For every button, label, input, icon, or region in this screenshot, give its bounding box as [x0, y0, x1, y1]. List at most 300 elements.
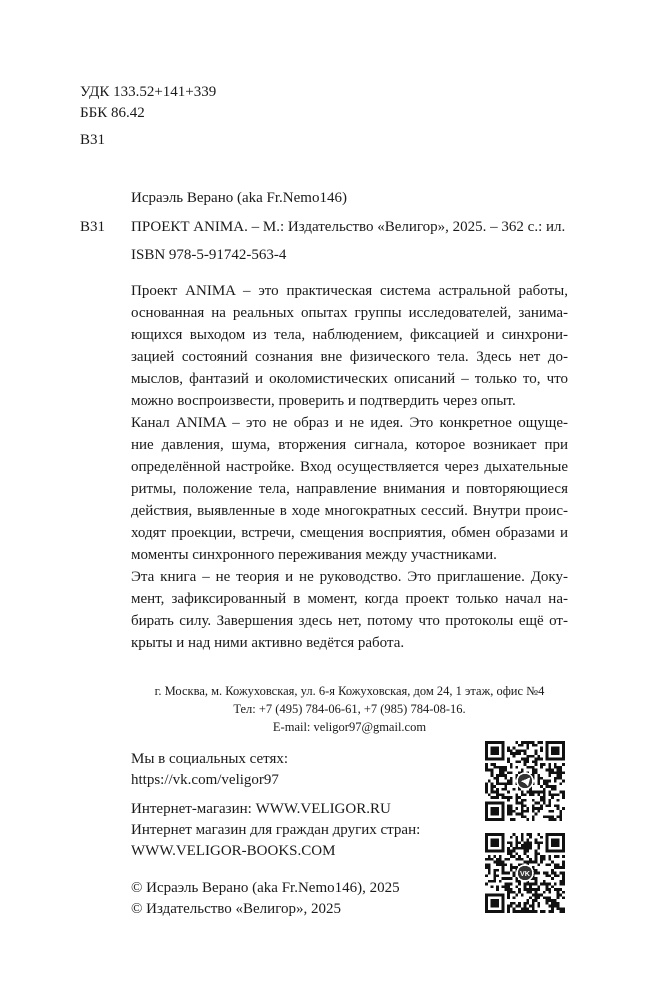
qr-module [496, 777, 499, 780]
qr-module [521, 749, 524, 752]
qr-module [504, 796, 507, 799]
qr-module [529, 888, 532, 891]
qr-module [521, 894, 524, 897]
qr-module [540, 785, 543, 788]
address-line: г. Москва, м. Кожуховская, ул. 6-я Кожуховская, дом 24, 1 этаж, офис №4 [154, 684, 545, 698]
qr-module [510, 836, 513, 839]
qr-module [485, 791, 488, 794]
qr-module [557, 902, 560, 905]
qr-module [507, 771, 510, 774]
qr-module [510, 863, 513, 866]
qr-module [548, 858, 551, 861]
qr-module [548, 766, 551, 769]
isbn: ISBN 978-5-91742-563-4 [131, 247, 287, 263]
qr-module [488, 872, 491, 875]
qr-module [557, 905, 560, 908]
copyright-author: © Исраэль Верано (aka Fr.Nemo146), 2025 [131, 880, 400, 896]
qr-module [515, 760, 518, 763]
qr-module [491, 788, 494, 791]
qr-module [543, 802, 546, 805]
qr-module [557, 888, 560, 891]
qr-module [526, 850, 529, 853]
qr-module [510, 866, 513, 869]
qr-module [510, 844, 513, 847]
qr-module [515, 836, 518, 839]
qr-module [532, 888, 535, 891]
qr-module [515, 910, 518, 913]
qr-module [524, 905, 527, 908]
qr-module [532, 815, 535, 818]
qr-module [562, 771, 565, 774]
qr-module [535, 852, 538, 855]
qr-module [554, 788, 557, 791]
qr-module [562, 874, 565, 877]
qr-module [507, 907, 510, 910]
qr-module [543, 858, 546, 861]
qr-module [548, 769, 551, 772]
qr-module [548, 818, 551, 821]
qr-module [526, 833, 529, 836]
qr-module [557, 894, 560, 897]
qr-module [535, 813, 538, 816]
qr-module [535, 855, 538, 858]
qr-module [537, 847, 540, 850]
bibliographic-entry: ПРОЕКТ ANIMA. – М.: Издательство «Велигор», 2025. – 362 с.: ил. [131, 219, 566, 235]
qr-module [518, 752, 521, 755]
qr-module [507, 852, 510, 855]
qr-module [540, 796, 543, 799]
qr-module [551, 747, 559, 755]
qr-module [543, 883, 546, 886]
qr-module [540, 910, 543, 913]
qr-module [554, 763, 557, 766]
qr-module [557, 766, 560, 769]
qr-module [491, 771, 494, 774]
qr-module [502, 766, 505, 769]
qr-module [526, 902, 529, 905]
qr-module [521, 858, 524, 861]
qr-module [496, 863, 499, 866]
qr-module [551, 861, 554, 864]
qr-module [546, 883, 549, 886]
qr-module [526, 841, 529, 844]
qr-module [491, 858, 494, 861]
qr-module [537, 774, 540, 777]
qr-module [537, 741, 540, 744]
qr-module [491, 839, 499, 847]
qr-module [557, 896, 560, 899]
qr-module [515, 841, 518, 844]
qr-module [557, 799, 560, 802]
qr-module [554, 863, 557, 866]
annotation [131, 280, 568, 654]
qr-module [510, 796, 513, 799]
qr-module [529, 847, 532, 850]
qr-module [548, 891, 551, 894]
qr-module [502, 861, 505, 864]
qr-module [507, 758, 510, 761]
qr-module [529, 766, 532, 769]
qr-module [507, 905, 510, 908]
qr-module [548, 874, 551, 877]
qr-module [513, 818, 516, 821]
qr-module [496, 793, 499, 796]
qr-module [540, 799, 543, 802]
qr-module [515, 905, 518, 908]
qr-module [537, 807, 540, 810]
qr-module [491, 782, 494, 785]
qr-module [513, 850, 516, 853]
qr-module [496, 766, 499, 769]
qr-module [518, 855, 521, 858]
qr-module [548, 815, 551, 818]
qr-module [551, 785, 554, 788]
qr-module [540, 841, 543, 844]
qr-module [548, 810, 551, 813]
qr-module [540, 836, 543, 839]
qr-module [537, 905, 540, 908]
shop-link[interactable]: Интернет-магазин: WWW.VELIGOR.RU [131, 801, 391, 817]
qr-module [559, 791, 562, 794]
qr-module [559, 774, 562, 777]
qr-module [518, 891, 521, 894]
qr-module [559, 888, 562, 891]
qr-module [543, 796, 546, 799]
qr-module [535, 869, 538, 872]
qr-module [546, 780, 549, 783]
qr-module [515, 799, 518, 802]
qr-module [521, 799, 524, 802]
qr-module [526, 744, 529, 747]
qr-module [532, 905, 535, 908]
qr-module [540, 858, 543, 861]
annotation-line: Эта книга – не теория и не руководство. Это приглашение. Доку- [131, 569, 568, 585]
qr-module [510, 902, 513, 905]
qr-module [554, 804, 557, 807]
qr-module [535, 858, 538, 861]
qr-module [559, 769, 562, 772]
qr-module [521, 744, 524, 747]
qr-module [513, 747, 516, 750]
qr-module [526, 883, 529, 886]
qr-module [562, 910, 565, 913]
qr-module [546, 785, 549, 788]
qr-module [529, 836, 532, 839]
qr-module [521, 844, 524, 847]
qr-module [551, 769, 554, 772]
qr-module [526, 891, 529, 894]
qr-module [521, 807, 524, 810]
qr-module [502, 769, 505, 772]
qr-module [535, 769, 538, 772]
qr-module [554, 905, 557, 908]
annotation-line: бирать силу. Завершения здесь нет, потому что протоколы ещё от- [131, 613, 568, 629]
qr-module [518, 802, 521, 805]
phone-line: Тел: +7 (495) 784-06-61, +7 (985) 784-08-16. [233, 702, 466, 716]
qr-module [529, 861, 532, 864]
qr-module [562, 796, 565, 799]
qr-module [507, 782, 510, 785]
qr-module [546, 872, 549, 875]
qr-module [493, 777, 496, 780]
qr-module [554, 771, 557, 774]
qr-module [543, 782, 546, 785]
qr-module [529, 891, 532, 894]
qr-module [537, 863, 540, 866]
qr-module [496, 888, 499, 891]
foreign-shop-link[interactable]: WWW.VELIGOR-BOOKS.COM [131, 843, 336, 859]
qr-module [493, 785, 496, 788]
qr-module [502, 863, 505, 866]
qr-module [524, 749, 527, 752]
qr-module [546, 885, 549, 888]
qr-module [529, 844, 532, 847]
qr-module [521, 815, 524, 818]
qr-module [548, 910, 551, 913]
qr-module [524, 852, 527, 855]
qr-module [524, 907, 527, 910]
qr-module [493, 880, 496, 883]
qr-module [521, 804, 524, 807]
qr-module [554, 899, 557, 902]
qr-module [496, 796, 499, 799]
qr-module [529, 885, 532, 888]
qr-module [513, 755, 516, 758]
qr-module [499, 782, 502, 785]
qr-module [513, 902, 516, 905]
qr-module [510, 766, 513, 769]
qr-module [559, 777, 562, 780]
qr-module [493, 796, 496, 799]
qr-module [559, 880, 562, 883]
qr-module [554, 780, 557, 783]
qr-module [491, 885, 494, 888]
qr-module [548, 883, 551, 886]
qr-module [524, 844, 527, 847]
qr-module [557, 863, 560, 866]
qr-module [493, 791, 496, 794]
qr-module [502, 877, 505, 880]
qr-module [524, 902, 527, 905]
qr-module [507, 872, 510, 875]
qr-module [557, 874, 560, 877]
qr-module [551, 877, 554, 880]
qr-module [513, 872, 516, 875]
qr-module [513, 810, 516, 813]
qr-module [551, 905, 554, 908]
qr-module [499, 880, 502, 883]
qr-module [557, 793, 560, 796]
qr-module [515, 844, 518, 847]
qr-module [485, 883, 488, 886]
qr-module [537, 791, 540, 794]
author-code: В31 [80, 132, 106, 148]
qr-module [554, 866, 557, 869]
qr-module [548, 763, 551, 766]
qr-module [526, 741, 529, 744]
qr-module [513, 891, 516, 894]
qr-module [515, 847, 518, 850]
annotation-line: крыты и над ними активно ведётся работа. [131, 635, 405, 651]
qr-module [554, 883, 557, 886]
qr-module [510, 749, 513, 752]
qr-module [535, 891, 538, 894]
social-link[interactable]: https://vk.com/veligor97 [131, 772, 279, 788]
qr-module [507, 749, 510, 752]
qr-module [554, 855, 557, 858]
qr-module [554, 793, 557, 796]
qr-module [551, 788, 554, 791]
qr-module [496, 858, 499, 861]
qr-module [524, 763, 527, 766]
qr-module [507, 799, 510, 802]
qr-module [551, 872, 554, 875]
qr-module [521, 813, 524, 816]
qr-module [510, 763, 513, 766]
qr-module [543, 896, 546, 899]
qr-module [491, 785, 494, 788]
qr-module [488, 880, 491, 883]
qr-module [557, 815, 560, 818]
qr-module [529, 858, 532, 861]
qr-module [513, 866, 516, 869]
qr-module [532, 810, 535, 813]
qr-module [532, 902, 535, 905]
qr-module [485, 766, 488, 769]
qr-module [510, 782, 513, 785]
qr-module [559, 782, 562, 785]
qr-module [559, 810, 562, 813]
qr-module [535, 896, 538, 899]
qr-module [504, 782, 507, 785]
qr-module [526, 791, 529, 794]
qr-module [485, 769, 488, 772]
qr-module [507, 807, 510, 810]
qr-module [540, 766, 543, 769]
qr-code-icon[interactable] [485, 741, 565, 821]
qr-module [557, 907, 560, 910]
qr-module [557, 777, 560, 780]
qr-module [535, 880, 538, 883]
qr-module [524, 793, 527, 796]
qr-module [507, 796, 510, 799]
qr-module [548, 896, 551, 899]
annotation-line: ходят проекции, встречи, смещения восприятия, обмен образами и [131, 525, 568, 541]
qr-module [524, 888, 527, 891]
qr-module [559, 872, 562, 875]
qr-module [496, 782, 499, 785]
qr-module [485, 863, 488, 866]
qr-module [488, 858, 491, 861]
qr-module [559, 866, 562, 869]
qr-module [504, 877, 507, 880]
qr-module [521, 907, 524, 910]
qr-module [548, 785, 551, 788]
qr-module [546, 899, 549, 902]
qr-module [532, 766, 535, 769]
qr-module [518, 905, 521, 908]
qr-module [540, 741, 543, 744]
qr-module [551, 815, 554, 818]
qr-module [537, 885, 540, 888]
qr-module [504, 774, 507, 777]
qr-module [524, 910, 527, 913]
qr-module [493, 874, 496, 877]
qr-module [496, 788, 499, 791]
qr-module [543, 872, 546, 875]
qr-module [524, 760, 527, 763]
qr-module [557, 771, 560, 774]
qr-module [535, 877, 538, 880]
qr-module [518, 902, 521, 905]
qr-module [535, 749, 538, 752]
qr-module [515, 885, 518, 888]
qr-module [510, 877, 513, 880]
qr-module [537, 755, 540, 758]
qr-module [548, 771, 551, 774]
annotation-line: Канал ANIMA – это не образ и не идея. Это конкретное ощуще- [131, 415, 568, 431]
qr-module [510, 869, 513, 872]
qr-module [537, 872, 540, 875]
qr-module [507, 804, 510, 807]
qr-module [546, 804, 549, 807]
qr-module [562, 780, 565, 783]
qr-module [510, 841, 513, 844]
qr-module [502, 796, 505, 799]
qr-module [488, 780, 491, 783]
qr-module [551, 818, 554, 821]
qr-module [496, 791, 499, 794]
qr-module [507, 850, 510, 853]
qr-module [540, 749, 543, 752]
qr-module [515, 894, 518, 897]
qr-module [543, 880, 546, 883]
qr-module [543, 891, 546, 894]
qr-module [521, 910, 524, 913]
qr-module [507, 747, 510, 750]
qr-module [515, 752, 518, 755]
qr-module [507, 841, 510, 844]
qr-module [529, 905, 532, 908]
qr-module [491, 763, 494, 766]
qr-module [502, 885, 505, 888]
qr-module [507, 910, 510, 913]
qr-module [537, 833, 540, 836]
qr-module [532, 771, 535, 774]
qr-module [491, 769, 494, 772]
qr-module [529, 841, 532, 844]
qr-module [529, 793, 532, 796]
qr-module [551, 907, 554, 910]
qr-code-icon[interactable] [485, 833, 565, 913]
qr-module [502, 866, 505, 869]
qr-module [551, 885, 554, 888]
qr-module [507, 791, 510, 794]
qr-module [526, 888, 529, 891]
qr-module [526, 861, 529, 864]
qr-module [515, 852, 518, 855]
qr-module [513, 847, 516, 850]
qr-module [540, 883, 543, 886]
qr-module [532, 804, 535, 807]
annotation-line: зацией состояний сознания вне физического тела. Здесь нет до- [131, 349, 568, 365]
qr-module [535, 850, 538, 853]
qr-module [562, 791, 565, 794]
qr-module [502, 793, 505, 796]
qr-module [537, 852, 540, 855]
qr-module [518, 796, 521, 799]
qr-module [526, 810, 529, 813]
